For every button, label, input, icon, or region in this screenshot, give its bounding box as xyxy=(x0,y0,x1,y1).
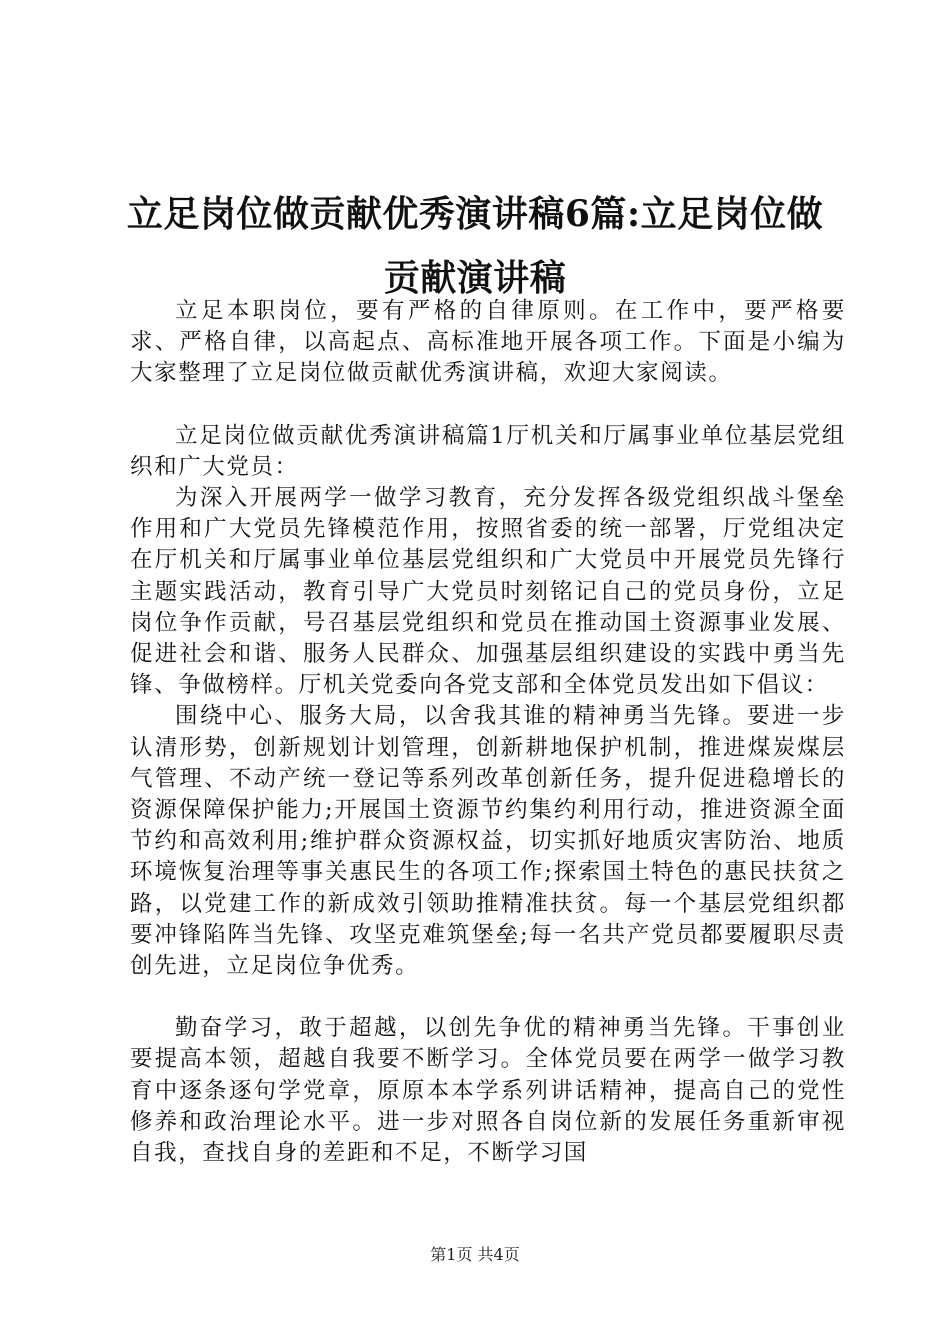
body-paragraph: 围绕中心、服务大局，以舍我其谁的精神勇当先锋。要进一步认清形势，创新规划计划管理，创新耕地保护机制，推进煤炭煤层气管理、不动产统一登记等系列改革创新任务，提升促进稳增长的资源保障保护能力;开展国土资源节约集约利用行动，推进资源全面节约和高效利用;维护群众资源权益，切实抓好地质灾害防治、地质环境恢复治理等事关惠民生的各项工作;探索国土特色的惠民扶贫之路，以党建工作的新成效引领助推精准扶贫。每一个基层党组织都要冲锋陷阵当先锋、攻坚克难筑堡垒;每一名共产党员都要履职尽责创先进，立足岗位争优秀。 xyxy=(130,703,846,980)
page-footer: 第1页 共4页 xyxy=(430,1245,520,1264)
document-title xyxy=(100,182,850,310)
body-paragraph: 为深入开展两学一做学习教育，充分发挥各级党组织战斗堡垒作用和广大党员先锋模范作用，按照省委的统一部署，厅党组决定在厅机关和厅属事业单位基层党组织和广大党员中开展党员先锋行主题实践活动，教育引导广大党员时刻铭记自己的党员身份，立足岗位争作贡献，号召基层党组织和党员在推动国土资源事业发展、促进社会和谐、服务人民群众、加强基层组织建设的实践中勇当先锋、争做榜样。厅机关党委向各党支部和全体党员发出如下倡议： xyxy=(130,485,846,699)
document-body xyxy=(130,296,846,1169)
intro-paragraph: 立足本职岗位，要有严格的自律原则。在工作中，要严格要求、严格自律，以高起点、高标准地开展各项工作。下面是小编为大家整理了立足岗位做贡献优秀演讲稿，欢迎大家阅读。 xyxy=(130,298,846,387)
body-paragraph: 勤奋学习，敢于超越，以创先争优的精神勇当先锋。干事创业要提高本领，超越自我要不断学习。全体党员要在两学一做学习教育中逐条逐句学党章，原原本本学系列讲话精神，提高自己的党性修养和政治理论水平。进一步对照各自岗位新的发展任务重新审视自我，查找自身的差距和不足，不断学习国 xyxy=(130,1015,846,1167)
title-line-2: 贡献演讲稿 xyxy=(383,257,567,299)
title-line-1: 立足岗位做贡献优秀演讲稿6篇:立足岗位做 xyxy=(126,193,824,235)
speech-heading-paragraph: 立足岗位做贡献优秀演讲稿篇1厅机关和厅属事业单位基层党组织和广大党员： xyxy=(130,422,846,480)
